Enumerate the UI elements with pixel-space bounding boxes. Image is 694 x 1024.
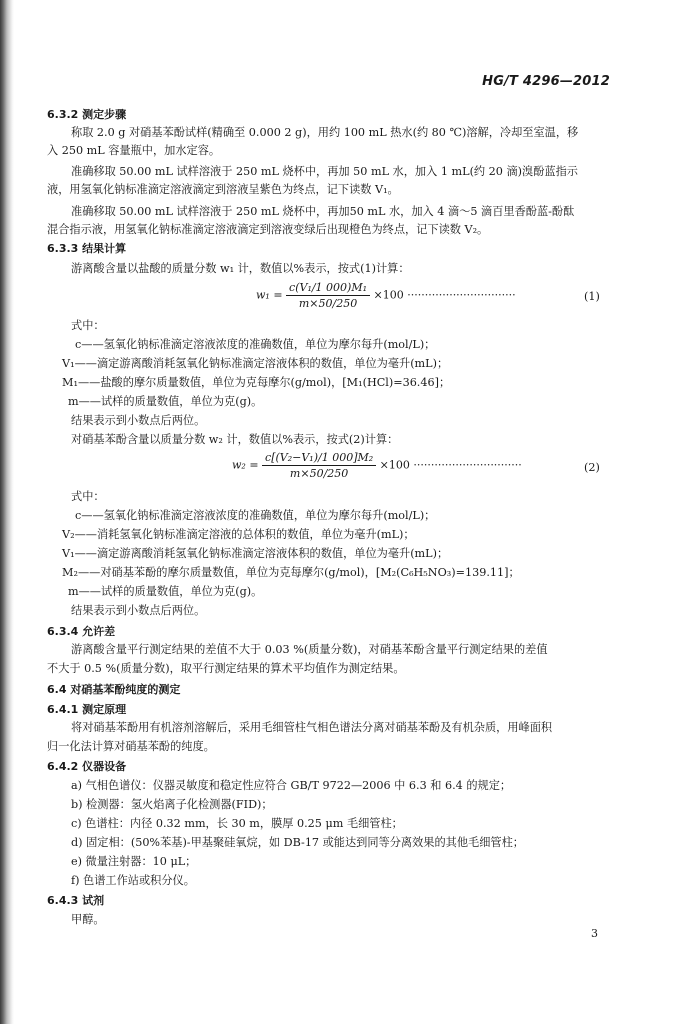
definition-line: V₁——滴定游离酸消耗氢氧化钠标准滴定溶液体积的数值，单位为毫升(mL)； (62, 547, 449, 560)
definition-line: m——试样的质量数值，单位为克(g)。 (68, 585, 263, 598)
formula-1-lhs: w₁ = (256, 288, 283, 302)
paragraph-line: 液，用氢氧化钠标准滴定溶液滴定到溶液呈紫色为终点，记下读数 V₁。 (47, 183, 399, 196)
paragraph-line: 准确移取 50.00 mL 试样溶液于 250 mL 烧杯中，再加50 mL 水，加入 4 滴～5 滴百里香酚蓝-酚酞 (71, 205, 575, 218)
list-item: f) 色谱工作站或积分仪。 (71, 874, 195, 887)
formula-2-rhs: ×100 (379, 458, 410, 472)
list-item: b) 检测器：氢火焰离子化检测器(FID)； (71, 798, 273, 811)
definition-line: m——试样的质量数值，单位为克(g)。 (68, 395, 263, 408)
page-number: 3 (591, 927, 598, 940)
paragraph-line: 游离酸含量平行测定结果的差值不大于 0.03 %(质量分数)，对硝基苯酚含量平行测定结果的差值 (71, 643, 548, 656)
paragraph-line: 结果表示到小数点后两位。 (71, 604, 206, 617)
formula-1-numerator: c(V₁/1 000)M₁ (286, 281, 370, 296)
formula-2-fraction (262, 451, 376, 480)
list-item: d) 固定相：(50%苯基)-甲基聚硅氧烷，如 DB-17 或能达到同等分离效果的其他毛细管柱； (71, 836, 524, 849)
section-6-3-4-heading: 6.3.4 允许差 (47, 625, 116, 638)
formula-2-number: (2) (584, 461, 600, 474)
list-item: c) 色谱柱：内径 0.32 mm，长 30 m，膜厚 0.25 μm 毛细管柱； (71, 817, 403, 830)
definition-line: V₁——滴定游离酸消耗氢氧化钠标准滴定溶液体积的数值，单位为毫升(mL)； (62, 357, 449, 370)
section-6-4-3-heading: 6.4.3 试剂 (47, 894, 105, 907)
definition-line: V₂——消耗氢氧化钠标准滴定溶液的总体积的数值，单位为毫升(mL)； (62, 528, 415, 541)
formula-1-rhs: ×100 (373, 288, 404, 302)
list-item: a) 气相色谱仪：仪器灵敏度和稳定性应符合 GB/T 9722—2006 中 6.3 和 6.4 的规定； (71, 779, 512, 792)
formula-1-leader-dots: ······························· (407, 288, 516, 302)
formula-1 (256, 281, 516, 310)
section-6-4-2-heading: 6.4.2 仪器设备 (47, 760, 127, 773)
paragraph-line: 游离酸含量以盐酸的质量分数 w₁ 计，数值以%表示，按式(1)计算： (71, 262, 410, 275)
paragraph-line: 将对硝基苯酚用有机溶剂溶解后，采用毛细管柱气相色谱法分离对硝基苯酚及有机杂质，用峰面积 (71, 721, 553, 734)
paragraph-line: 式中： (71, 319, 105, 332)
formula-2-denominator: m×50/250 (289, 467, 349, 480)
formula-2 (232, 451, 522, 480)
formula-1-fraction (286, 281, 370, 310)
section-6-3-2-heading: 6.3.2 测定步骤 (47, 108, 127, 121)
definition-line: M₁——盐酸的摩尔质量数值，单位为克每摩尔(g/mol)，[M₁(HCl)=36.46]； (62, 376, 451, 389)
definition-line: c——氢氧化钠标准滴定溶液浓度的准确数值，单位为摩尔每升(mol/L)； (75, 509, 436, 522)
standard-code-header: HG/T 4296—2012 (482, 74, 610, 89)
section-6-4-heading: 6.4 对硝基苯酚纯度的测定 (47, 683, 181, 696)
list-item: e) 微量注射器：10 μL； (71, 855, 197, 868)
paragraph-line: 入 250 mL 容量瓶中，加水定容。 (47, 144, 221, 157)
paragraph-line: 不大于 0.5 %(质量分数)，取平行测定结果的算术平均值作为测定结果。 (47, 662, 405, 675)
paragraph-line: 结果表示到小数点后两位。 (71, 414, 206, 427)
formula-1-number: (1) (584, 290, 600, 303)
formula-2-lhs: w₂ = (232, 458, 259, 472)
formula-2-numerator: c[(V₂−V₁)/1 000]M₂ (262, 451, 376, 466)
paragraph-line: 对硝基苯酚含量以质量分数 w₂ 计，数值以%表示，按式(2)计算： (71, 433, 399, 446)
definition-line: M₂——对硝基苯酚的摩尔质量数值，单位为克每摩尔(g/mol)，[M₂(C₆H₅NO₃)=139.11]； (62, 566, 520, 579)
formula-2-leader-dots: ······························· (413, 458, 522, 472)
paragraph-line: 混合指示液，用氢氧化钠标准滴定溶液滴定到溶液变绿后出现橙色为终点，记下读数 V₂。 (47, 223, 489, 236)
section-6-4-1-heading: 6.4.1 测定原理 (47, 703, 127, 716)
paragraph-line: 归一化法计算对硝基苯酚的纯度。 (47, 740, 215, 753)
paragraph-line: 称取 2.0 g 对硝基苯酚试样(精确至 0.000 2 g)，用约 100 mL 热水(约 80 ℃)溶解，冷却至室温，移 (71, 126, 579, 139)
paragraph-line: 式中： (71, 490, 105, 503)
paragraph-line: 甲醇。 (71, 913, 105, 926)
formula-1-denominator: m×50/250 (298, 297, 358, 310)
paragraph-line: 准确移取 50.00 mL 试样溶液于 250 mL 烧杯中，再加 50 mL 水，加入 1 mL(约 20 滴)溴酚蓝指示 (71, 165, 578, 178)
definition-line: c——氢氧化钠标准滴定溶液浓度的准确数值，单位为摩尔每升(mol/L)； (75, 338, 436, 351)
section-6-3-3-heading: 6.3.3 结果计算 (47, 242, 127, 255)
